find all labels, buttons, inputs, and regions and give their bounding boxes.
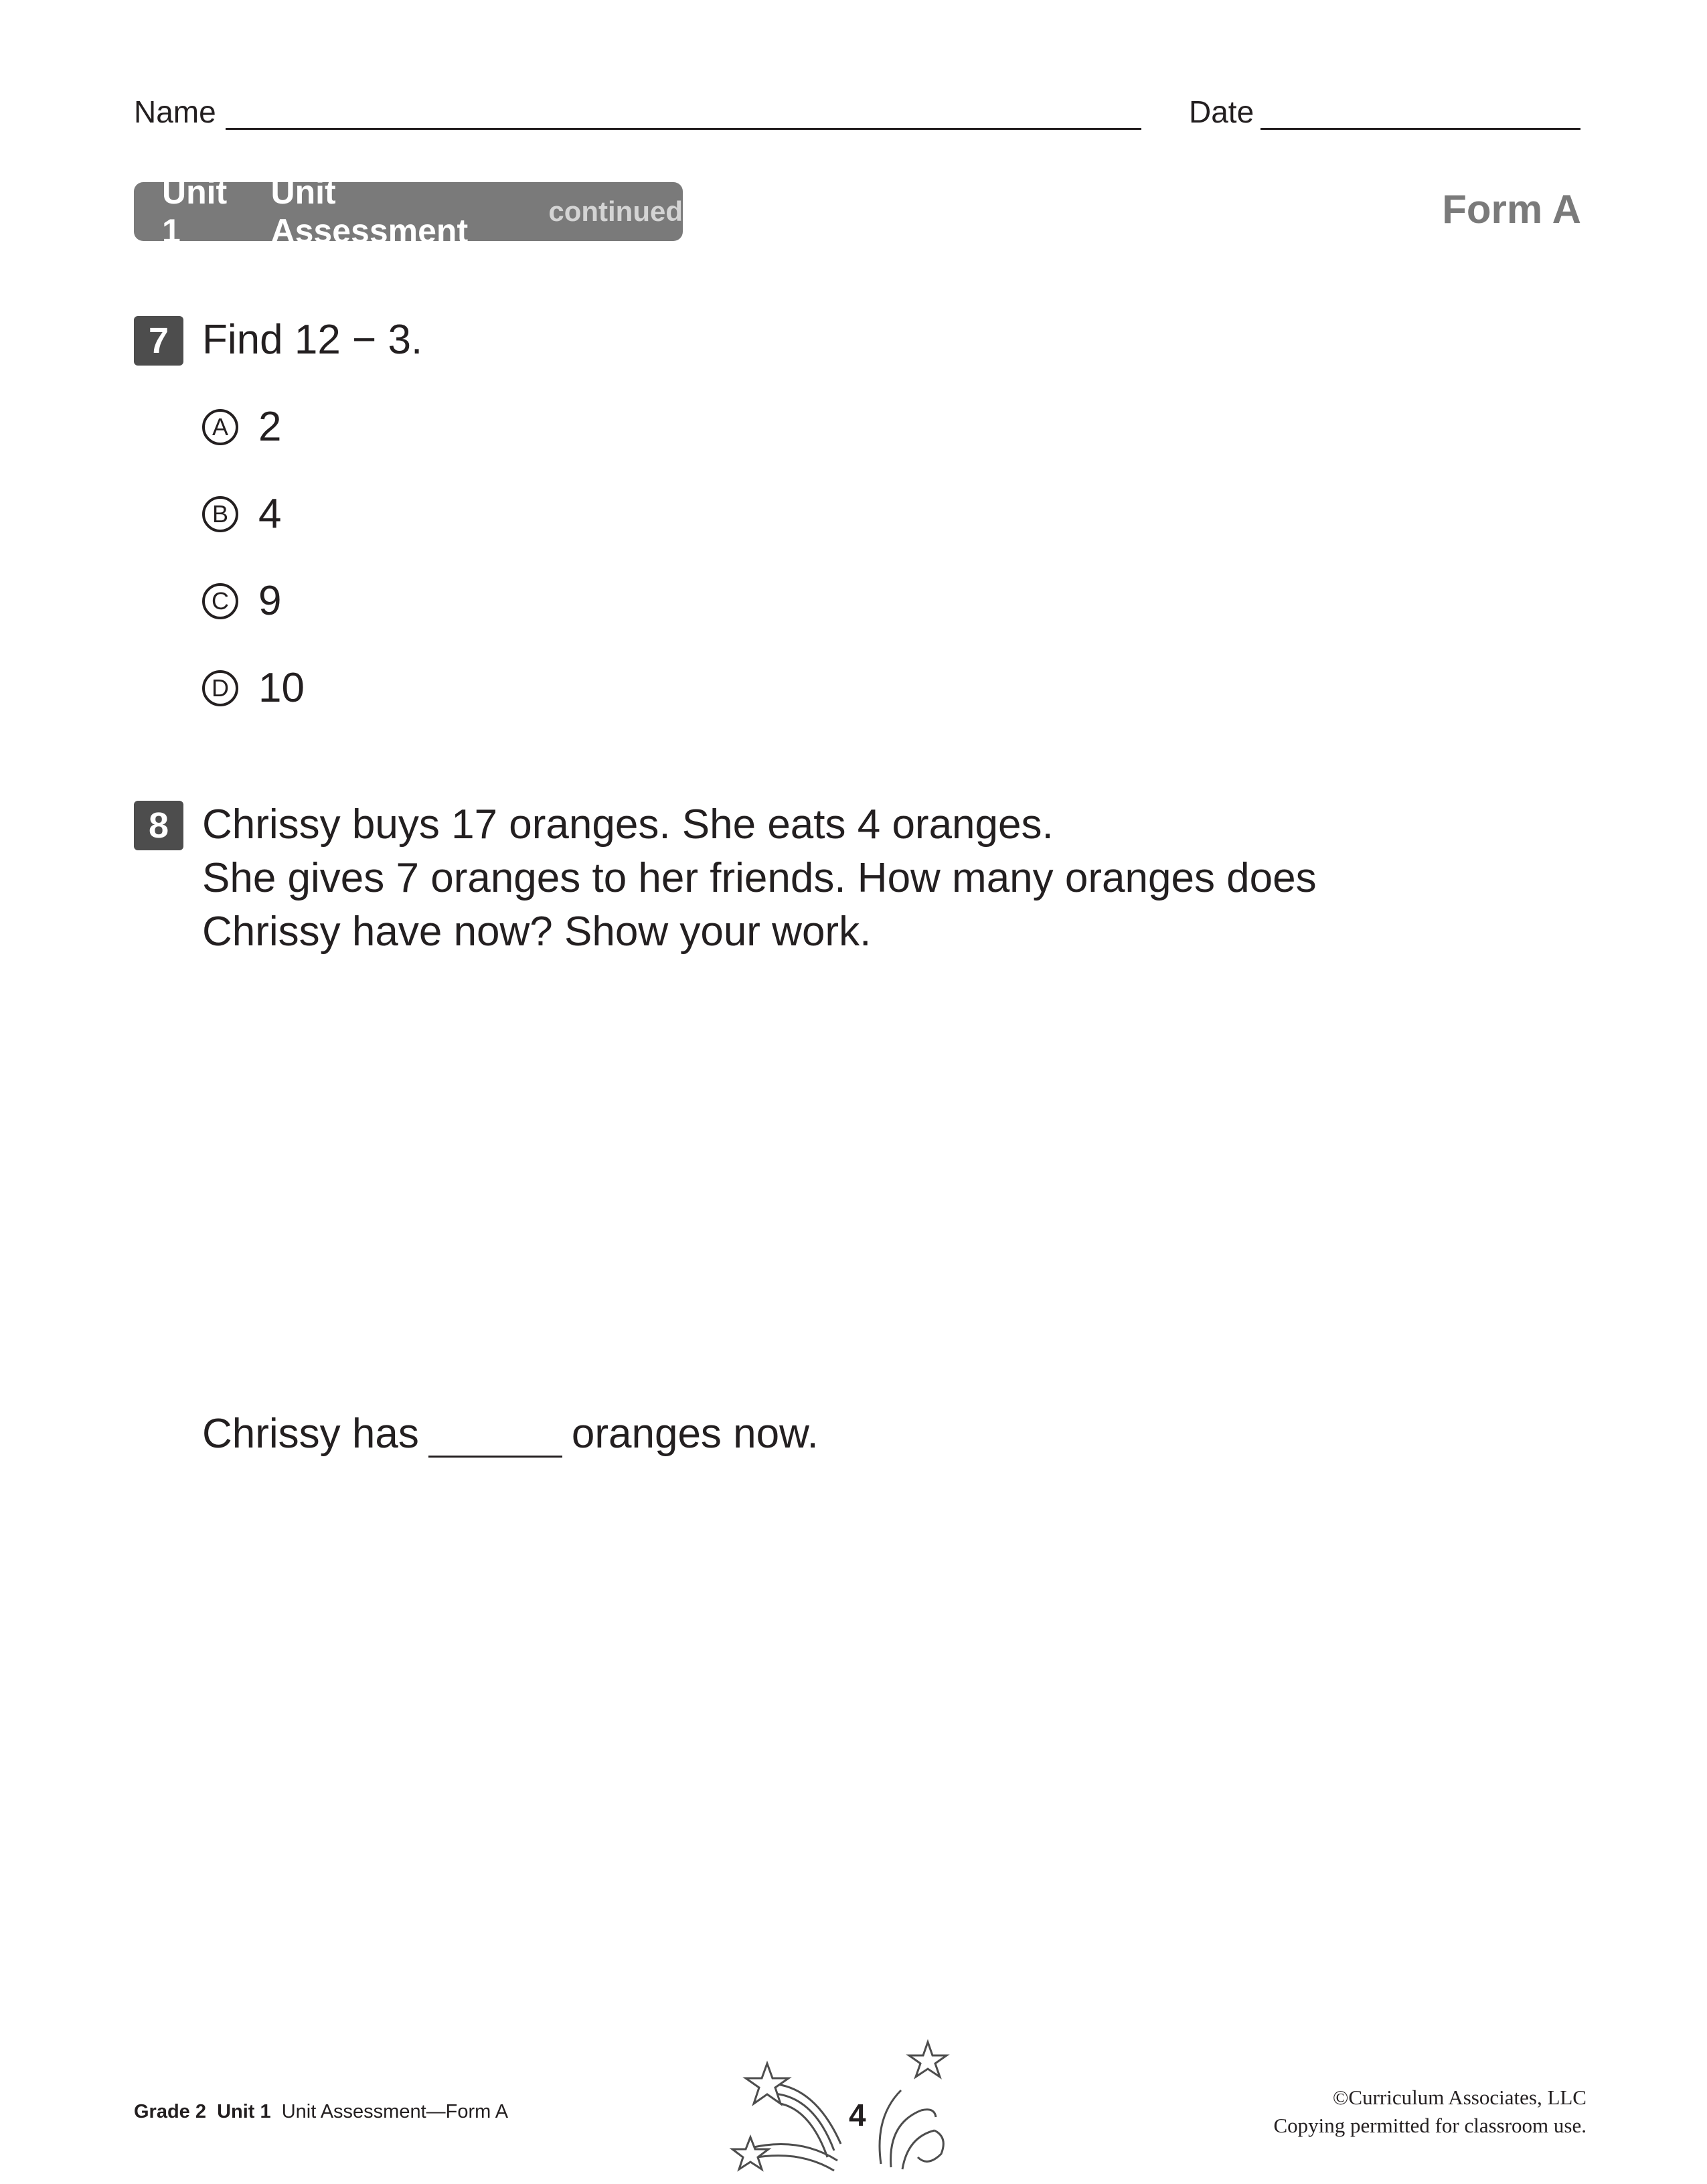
page-number: 4 bbox=[849, 2098, 866, 2132]
option-a-bubble[interactable]: A bbox=[202, 409, 238, 445]
footer-copyright bbox=[1274, 2084, 1587, 2140]
option-d-bubble[interactable]: D bbox=[202, 670, 238, 706]
permission-text: Copying permitted for classroom use. bbox=[1273, 2114, 1587, 2137]
unit-banner bbox=[134, 173, 683, 250]
question-7-number: 7 bbox=[134, 316, 183, 366]
option-a[interactable] bbox=[202, 403, 281, 451]
copyright-text: ©Curriculum Associates, LLC bbox=[1332, 2086, 1587, 2109]
answer-prefix: Chrissy has bbox=[202, 1411, 419, 1457]
answer-suffix: oranges now. bbox=[571, 1411, 819, 1457]
question-8-line-1: Chrissy buys 17 oranges. She eats 4 oranges. bbox=[202, 801, 1054, 848]
banner-unit: Unit 1 bbox=[162, 173, 228, 250]
shooting-stars-icon bbox=[727, 2037, 968, 2184]
question-8-number: 8 bbox=[134, 801, 183, 850]
form-label: Form A bbox=[1442, 187, 1581, 232]
footer-grade: Grade 2 bbox=[134, 2101, 206, 2122]
footer-unit: Unit 1 bbox=[217, 2101, 271, 2122]
name-field[interactable] bbox=[134, 94, 1141, 130]
option-b[interactable] bbox=[202, 490, 281, 538]
option-c-bubble[interactable]: C bbox=[202, 583, 238, 619]
question-8-line-3: Chrissy have now? Show your work. bbox=[202, 909, 872, 955]
banner-title: Unit Assessment bbox=[270, 173, 469, 250]
date-field[interactable] bbox=[1189, 94, 1580, 130]
question-8-prompt bbox=[202, 798, 1317, 959]
option-b-text: 4 bbox=[258, 491, 282, 537]
footer-info bbox=[134, 2101, 508, 2123]
option-a-text: 2 bbox=[258, 404, 282, 450]
question-8-line-2: She gives 7 oranges to her friends. How many oranges does bbox=[202, 855, 1317, 901]
option-b-bubble[interactable]: B bbox=[202, 496, 238, 532]
footer-title: Unit Assessment—Form A bbox=[281, 2101, 509, 2122]
answer-blank[interactable] bbox=[428, 1414, 562, 1458]
option-d-text: 10 bbox=[258, 665, 305, 711]
name-label: Name bbox=[134, 94, 216, 129]
question-8-answer bbox=[202, 1410, 819, 1458]
option-c[interactable] bbox=[202, 577, 281, 625]
date-blank[interactable] bbox=[1261, 97, 1580, 130]
name-blank[interactable] bbox=[226, 97, 1141, 130]
option-c-text: 9 bbox=[258, 578, 282, 624]
option-d[interactable] bbox=[202, 664, 305, 712]
banner-continued: continued bbox=[548, 196, 683, 227]
question-7-prompt: Find 12 − 3. bbox=[202, 317, 423, 363]
date-label: Date bbox=[1189, 94, 1254, 129]
